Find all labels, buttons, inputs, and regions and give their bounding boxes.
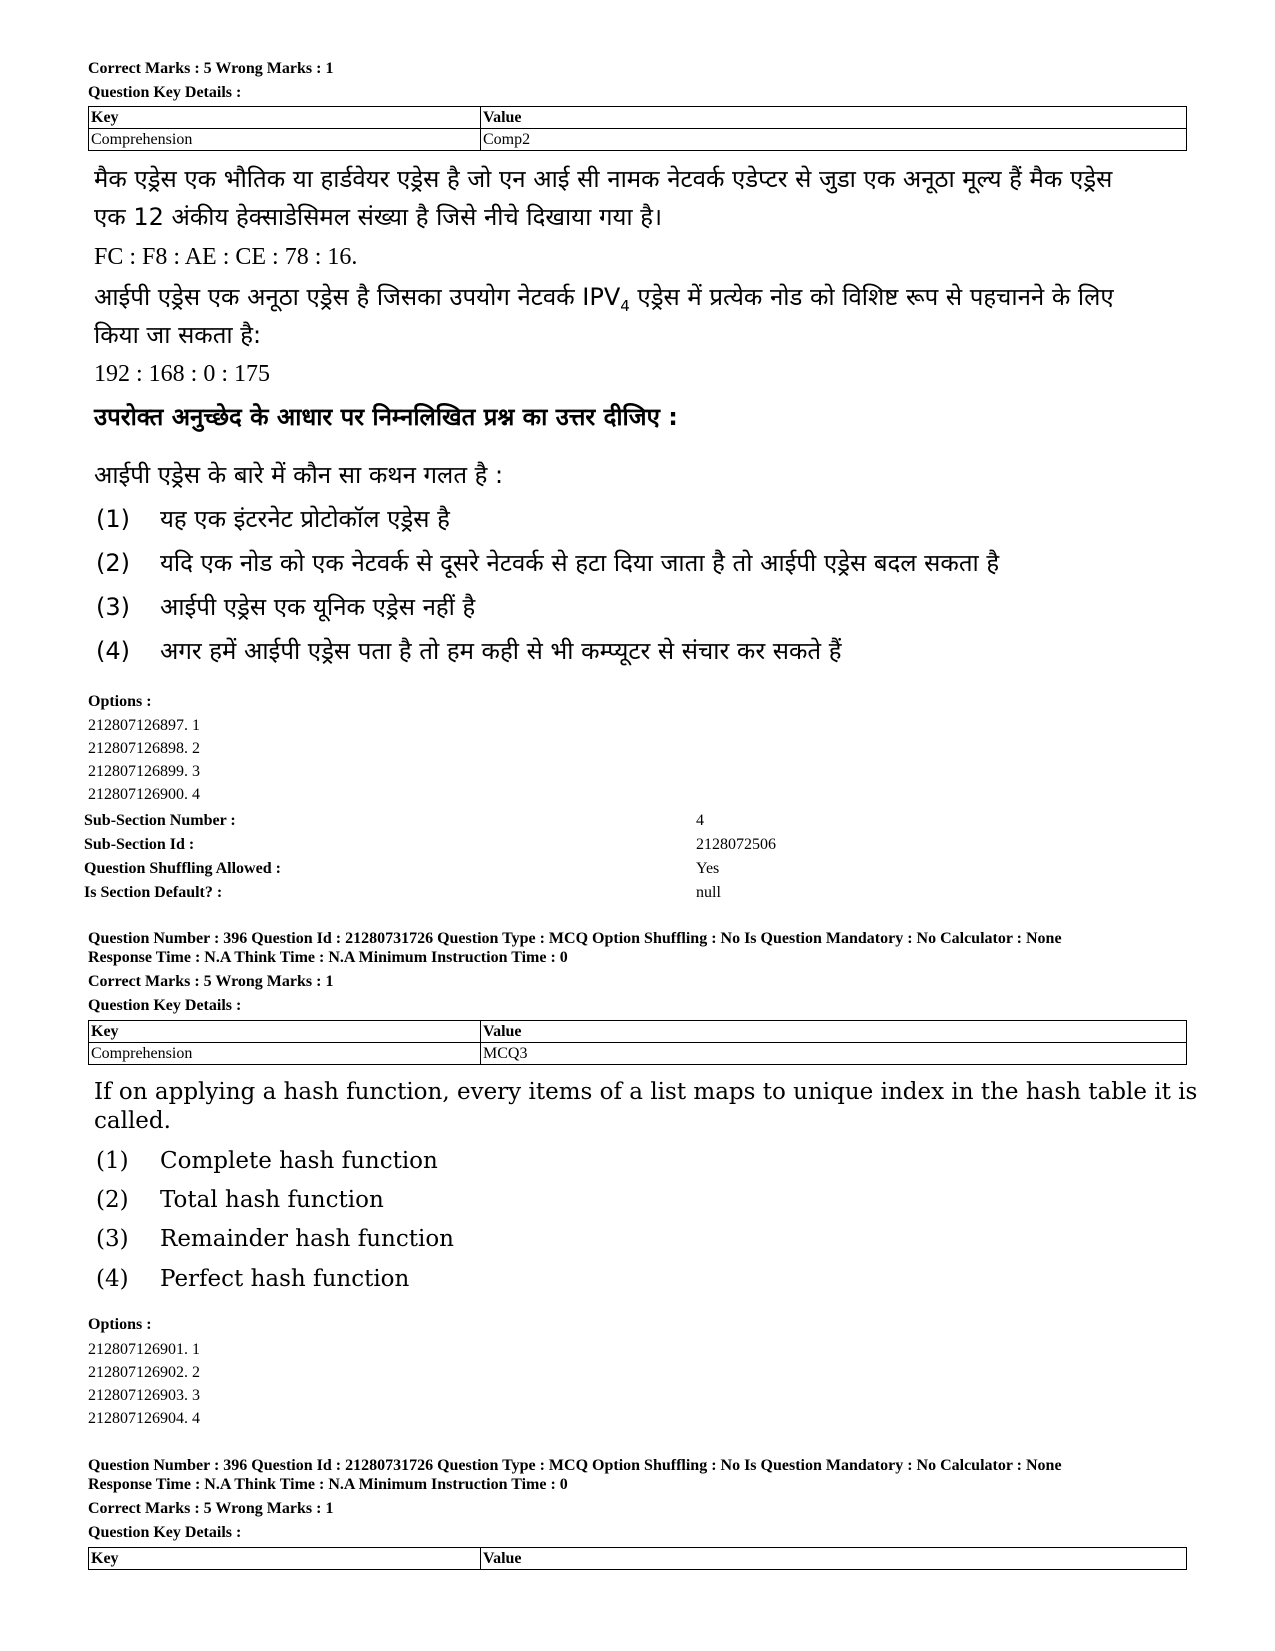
cell-value: Comp2 — [481, 129, 1187, 151]
table-row — [89, 129, 1187, 151]
option-item: 212807126897. 1 — [88, 717, 200, 734]
subsection-row — [84, 835, 884, 859]
choice-number: (2) — [96, 1187, 129, 1213]
choice-4 — [0, 1264, 1275, 1294]
subsection-label: Sub-Section Number : — [84, 812, 236, 829]
ip-passage-text-b: एड्रेस में प्रत्येक नोड को विशिष्ट रूप से पहचानने के लिए — [629, 283, 1114, 311]
choice-number: (4) — [96, 1266, 129, 1292]
choice-number: (2) — [96, 549, 130, 577]
ip-passage-text-a: आईपी एड्रेस एक अनूठा एड्रेस है जिसका उपयोग नेटवर्क IPV — [94, 283, 621, 311]
header-value: Value — [481, 1021, 1187, 1043]
ip-passage-line-2: किया जा सकता है: — [94, 321, 262, 349]
instruction: उपरोक्त अनुच्छेद के आधार पर निम्नलिखित प्रश्न का उत्तर दीजिए : — [94, 403, 678, 431]
choice-1 — [0, 502, 1275, 536]
subsection-value: 4 — [696, 812, 704, 829]
subsection-row — [84, 859, 884, 883]
key-details-label: Question Key Details : — [88, 1524, 242, 1541]
subsection-value: 2128072506 — [696, 836, 776, 853]
choice-1 — [0, 1146, 1275, 1176]
table-header-row — [89, 1548, 1187, 1570]
option-item: 212807126900. 4 — [88, 786, 200, 803]
key-details-table — [88, 1547, 1187, 1570]
options-list — [88, 714, 200, 806]
question-header-line-2: Response Time : N.A Think Time : N.A Minimum Instruction Time : 0 — [88, 949, 568, 966]
table-row — [89, 1043, 1187, 1065]
question-line-2: called. — [94, 1108, 171, 1134]
option-item: 212807126902. 2 — [88, 1364, 200, 1381]
table-header-row — [89, 107, 1187, 129]
subsection-row — [84, 883, 884, 907]
header-key: Key — [89, 1548, 481, 1570]
options-label: Options : — [88, 693, 152, 710]
ip-passage-subscript: 4 — [620, 296, 630, 315]
choice-text: अगर हमें आईपी एड्रेस पता है तो हम कही से भी कम्प्यूटर से संचार कर सकते हैं — [160, 637, 842, 665]
marks-line: Correct Marks : 5 Wrong Marks : 1 — [88, 60, 334, 77]
key-details-label: Question Key Details : — [88, 84, 242, 101]
ip-passage-line-1 — [94, 280, 1114, 323]
choice-4 — [0, 634, 1275, 668]
question-text: आईपी एड्रेस के बारे में कौन सा कथन गलत है : — [94, 461, 504, 489]
options-list — [88, 1338, 200, 1430]
subsection-info — [84, 811, 884, 907]
key-details-table — [88, 1020, 1187, 1065]
marks-line: Correct Marks : 5 Wrong Marks : 1 — [88, 1500, 334, 1517]
subsection-label: Sub-Section Id : — [84, 836, 195, 853]
question-line-1: If on applying a hash function, every items of a list maps to unique index in the hash table it is — [94, 1079, 1198, 1105]
choice-text: Complete hash function — [160, 1148, 438, 1174]
option-item: 212807126904. 4 — [88, 1410, 200, 1427]
cell-key: Comprehension — [89, 1043, 481, 1065]
question-header-line-1: Question Number : 396 Question Id : 21280731726 Question Type : MCQ Option Shuffling : No Is Question Mandatory : No Calculator : None — [88, 1457, 1062, 1474]
choice-number: (3) — [96, 1226, 129, 1252]
ip-example: 192 : 168 : 0 : 175 — [94, 361, 271, 387]
choice-text: Total hash function — [160, 1187, 384, 1213]
choice-2 — [0, 546, 1275, 580]
choice-number: (1) — [96, 1148, 129, 1174]
header-key: Key — [89, 107, 481, 129]
question-header-line-2: Response Time : N.A Think Time : N.A Minimum Instruction Time : 0 — [88, 1476, 568, 1493]
subsection-label: Is Section Default? : — [84, 884, 223, 901]
header-value: Value — [481, 107, 1187, 129]
choice-text: यदि एक नोड को एक नेटवर्क से दूसरे नेटवर्क से हटा दिया जाता है तो आईपी एड्रेस बदल सकता है — [160, 549, 1000, 577]
choice-number: (1) — [96, 505, 130, 533]
subsection-value: Yes — [696, 860, 720, 877]
mac-example: FC : F8 : AE : CE : 78 : 16. — [94, 244, 358, 270]
choice-text: Remainder hash function — [160, 1226, 454, 1252]
subsection-value: null — [696, 884, 721, 901]
option-item: 212807126903. 3 — [88, 1387, 200, 1404]
option-item: 212807126899. 3 — [88, 763, 200, 780]
header-key: Key — [89, 1021, 481, 1043]
cell-key: Comprehension — [89, 129, 481, 151]
choice-number: (3) — [96, 593, 130, 621]
choice-3 — [0, 590, 1275, 624]
question-header-line-1: Question Number : 396 Question Id : 21280731726 Question Type : MCQ Option Shuffling : No Is Question Mandatory : No Calculator : None — [88, 930, 1062, 947]
passage-line-2: एक 12 अंकीय हेक्साडेसिमल संख्या है जिसे नीचे दिखाया गया है। — [94, 203, 663, 231]
header-value: Value — [481, 1548, 1187, 1570]
marks-line: Correct Marks : 5 Wrong Marks : 1 — [88, 973, 334, 990]
options-label: Options : — [88, 1316, 152, 1333]
passage-line-1: मैक एड्रेस एक भौतिक या हार्डवेयर एड्रेस है जो एन आई सी नामक नेटवर्क एडेप्टर से जुडा एक अनूठा मूल्य हैं मैक एड्रेस — [94, 165, 1113, 193]
option-item: 212807126901. 1 — [88, 1341, 200, 1358]
subsection-label: Question Shuffling Allowed : — [84, 860, 281, 877]
table-header-row — [89, 1021, 1187, 1043]
choice-3 — [0, 1224, 1275, 1254]
choice-number: (4) — [96, 637, 130, 665]
cell-value: MCQ3 — [481, 1043, 1187, 1065]
key-details-table — [88, 106, 1187, 151]
option-item: 212807126898. 2 — [88, 740, 200, 757]
choice-2 — [0, 1185, 1275, 1215]
subsection-row — [84, 811, 884, 835]
key-details-label: Question Key Details : — [88, 997, 242, 1014]
choice-text: यह एक इंटरनेट प्रोटोकॉल एड्रेस है — [160, 505, 450, 533]
choice-text: Perfect hash function — [160, 1266, 410, 1292]
choice-text: आईपी एड्रेस एक यूनिक एड्रेस नहीं है — [160, 593, 476, 621]
